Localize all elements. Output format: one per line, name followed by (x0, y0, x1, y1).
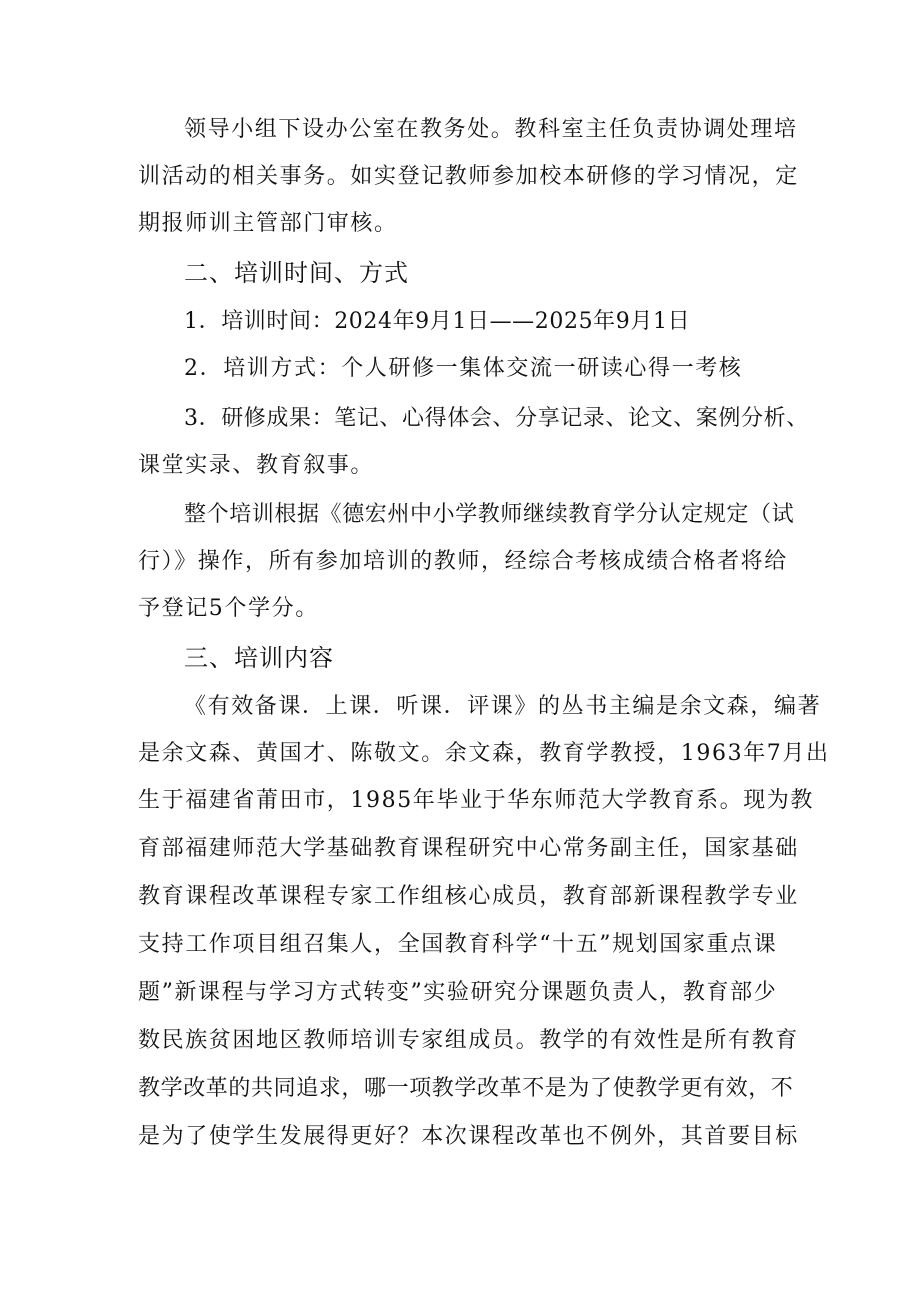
credit-paragraph-line-1: 整个培训根据《德宏州中小学教师继续教育学分认定规定（试 (184, 502, 795, 527)
content-line-6: 支持工作项目组召集人，全国教育科学“十五”规划国家重点课 (138, 932, 778, 957)
content-line-3: 生于福建省莆田市，1985年毕业于华东师范大学教育系。现为教 (138, 788, 814, 813)
section-three-heading: 三、培训内容 (184, 644, 334, 672)
training-results-line-2: 课堂实录、教育叙事。 (138, 453, 375, 478)
content-line-4: 育部福建师范大学基础教育课程研究中心常务副主任，国家基础 (138, 836, 799, 861)
section-two-heading: 二、培训时间、方式 (184, 259, 409, 287)
intro-line-3: 期报师训主管部门审核。 (138, 211, 398, 236)
content-line-10: 是为了使学生发展得更好？本次课程改革也不例外，其首要目标 (138, 1124, 799, 1149)
content-line-5: 教育课程改革课程专家工作组核心成员，教育部新课程教学专业 (138, 884, 799, 909)
content-line-2: 是余文森、黄国才、陈敬文。余文森，教育学教授，1963年7月出 (138, 741, 830, 766)
content-line-1: 《有效备课．上课．听课．评课》的丛书主编是余文森，编著 (184, 694, 822, 719)
intro-line-2: 训活动的相关事务。如实登记教师参加校本研修的学习情况，定 (138, 164, 799, 189)
content-line-8: 数民族贫困地区教师培训专家组成员。教学的有效性是所有教育 (138, 1028, 799, 1053)
intro-line-1: 领导小组下设办公室在教务处。教科室主任负责协调处理培 (184, 117, 798, 142)
training-results-line-1: 3．研修成果：笔记、心得体会、分享记录、论文、案例分析、 (184, 406, 809, 431)
training-time-item: 1．培训时间：2024年9月1日——2025年9月1日 (184, 309, 691, 334)
credit-paragraph-line-2: 行）》操作，所有参加培训的教师，经综合考核成绩合格者将给 (138, 549, 788, 574)
content-line-7: 题”新课程与学习方式转变”实验研究分课题负责人，教育部少 (138, 980, 778, 1005)
training-method-item: 2．培训方式：个人研修一集体交流一研读心得一考核 (184, 356, 743, 381)
credit-paragraph-line-3: 予登记5个学分。 (138, 596, 319, 621)
content-line-9: 教学改革的共同追求，哪一项教学改革不是为了使教学更有效，不 (138, 1076, 794, 1101)
